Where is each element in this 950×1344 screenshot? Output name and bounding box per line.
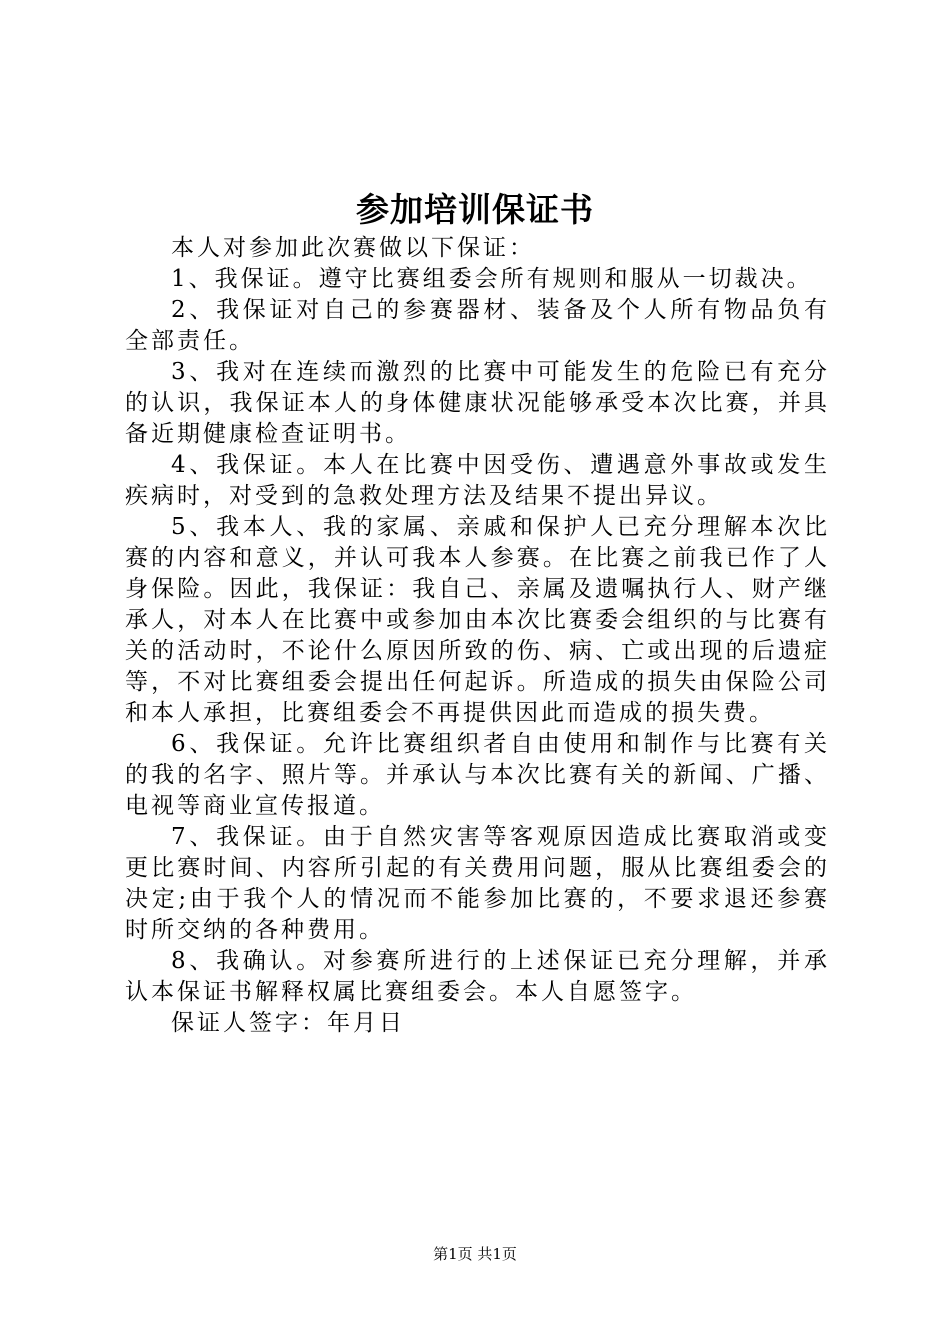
- pledge-item-6: 6、我保证。允许比赛组织者自由使用和制作与比赛有关的我的名字、照片等。并承认与本次比赛有关的新闻、广播、电视等商业宣传报道。: [125, 731, 830, 819]
- pledge-item-7: 7、我保证。由于自然灾害等客观原因造成比赛取消或变更比赛时间、内容所引起的有关费用问题，服从比赛组委会的决定;由于我个人的情况而不能参加比赛的，不要求退还参赛时所交纳的各种费用。: [125, 824, 830, 943]
- document-title: 参加培训保证书: [356, 190, 594, 229]
- page-number-footer: 第1页 共1页: [433, 1245, 517, 1263]
- document-body: [125, 233, 830, 1039]
- signature-line: 保证人签字：年月日: [171, 1010, 405, 1036]
- pledge-item-2: 2、我保证对自己的参赛器材、装备及个人所有物品负有全部责任。: [125, 297, 830, 354]
- pledge-item-8: 8、我确认。对参赛所进行的上述保证已充分理解，并承认本保证书解释权属比赛组委会。本人自愿签字。: [125, 948, 830, 1005]
- pledge-item-4: 4、我保证。本人在比赛中因受伤、遭遇意外事故或发生疾病时，对受到的急救处理方法及结果不提出异议。: [125, 452, 830, 509]
- pledge-item-5: 5、我本人、我的家属、亲戚和保护人已充分理解本次比赛的内容和意义，并认可我本人参赛。在比赛之前我已作了人身保险。因此，我保证：我自己、亲属及遗嘱执行人、财产继承人，对本人在比赛中或参加由本次比赛委会组织的与比赛有关的活动时，不论什么原因所致的伤、病、亡或出现的后遗症等，不对比赛组委会提出任何起诉。所造成的损失由保险公司和本人承担，比赛组委会不再提供因此而造成的损失费。: [125, 514, 830, 726]
- intro-paragraph: 本人对参加此次赛做以下保证：: [171, 235, 535, 261]
- pledge-item-1: 1、我保证。遵守比赛组委会所有规则和服从一切裁决。: [171, 266, 813, 292]
- pledge-item-3: 3、我对在连续而激烈的比赛中可能发生的危险已有充分的认识，我保证本人的身体健康状况能够承受本次比赛，并具备近期健康检查证明书。: [125, 359, 830, 447]
